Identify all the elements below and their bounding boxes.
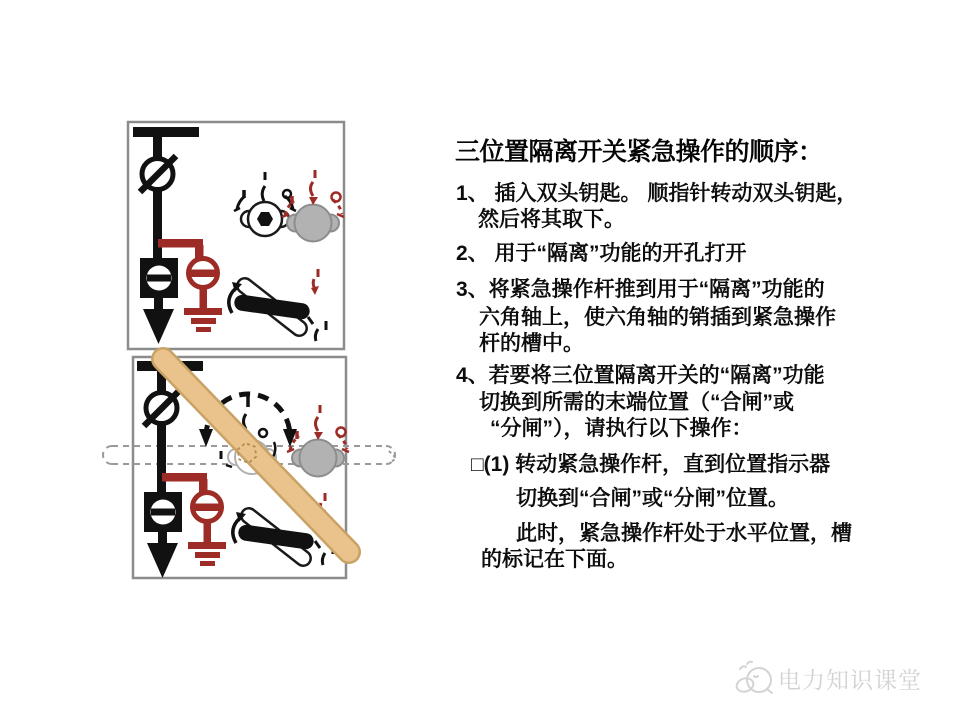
diagram-emergency-lever	[95, 338, 405, 588]
step-3-line-1: 3、将紧急操作杆推到用于“隔离”功能的	[456, 278, 825, 301]
step-3-line-3: 杆的槽中。	[479, 332, 584, 355]
page-title: 三位置隔离开关紧急操作的顺序：	[455, 138, 823, 166]
watermark-label: 电力知识课堂	[778, 667, 922, 693]
step-1-line-1: 1、 插入双头钥匙。 顺指针转动双头钥匙，	[456, 182, 858, 205]
step-4-line-1: 4、若要将三位置隔离开关的“隔离”功能	[456, 364, 825, 387]
substep-1-line-2: 切换到“合闸”或“分闸”位置。	[516, 487, 789, 510]
step-1-line-2: 然后将其取下。	[478, 208, 625, 231]
step-4-line-2: 切换到所需的末端位置（“合闸”或	[479, 391, 794, 414]
substep-1-line-3: 此时，紧急操作杆处于水平位置，槽	[516, 522, 852, 545]
substep-1-line-1: □(1) 转动紧急操作杆，直到位置指示器	[471, 453, 831, 476]
substep-1-line-4: 的标记在下面。	[481, 548, 628, 571]
watermark-mascot-icon	[734, 654, 776, 702]
step-4-line-3: “分闸”），请执行以下操作：	[490, 417, 753, 440]
diagram-switch-panel	[126, 120, 348, 352]
step-2-line-1: 2、 用于“隔离”功能的开孔打开	[456, 242, 747, 265]
step-3-line-2: 六角轴上，使六角轴的销插到紧急操作	[479, 306, 836, 329]
